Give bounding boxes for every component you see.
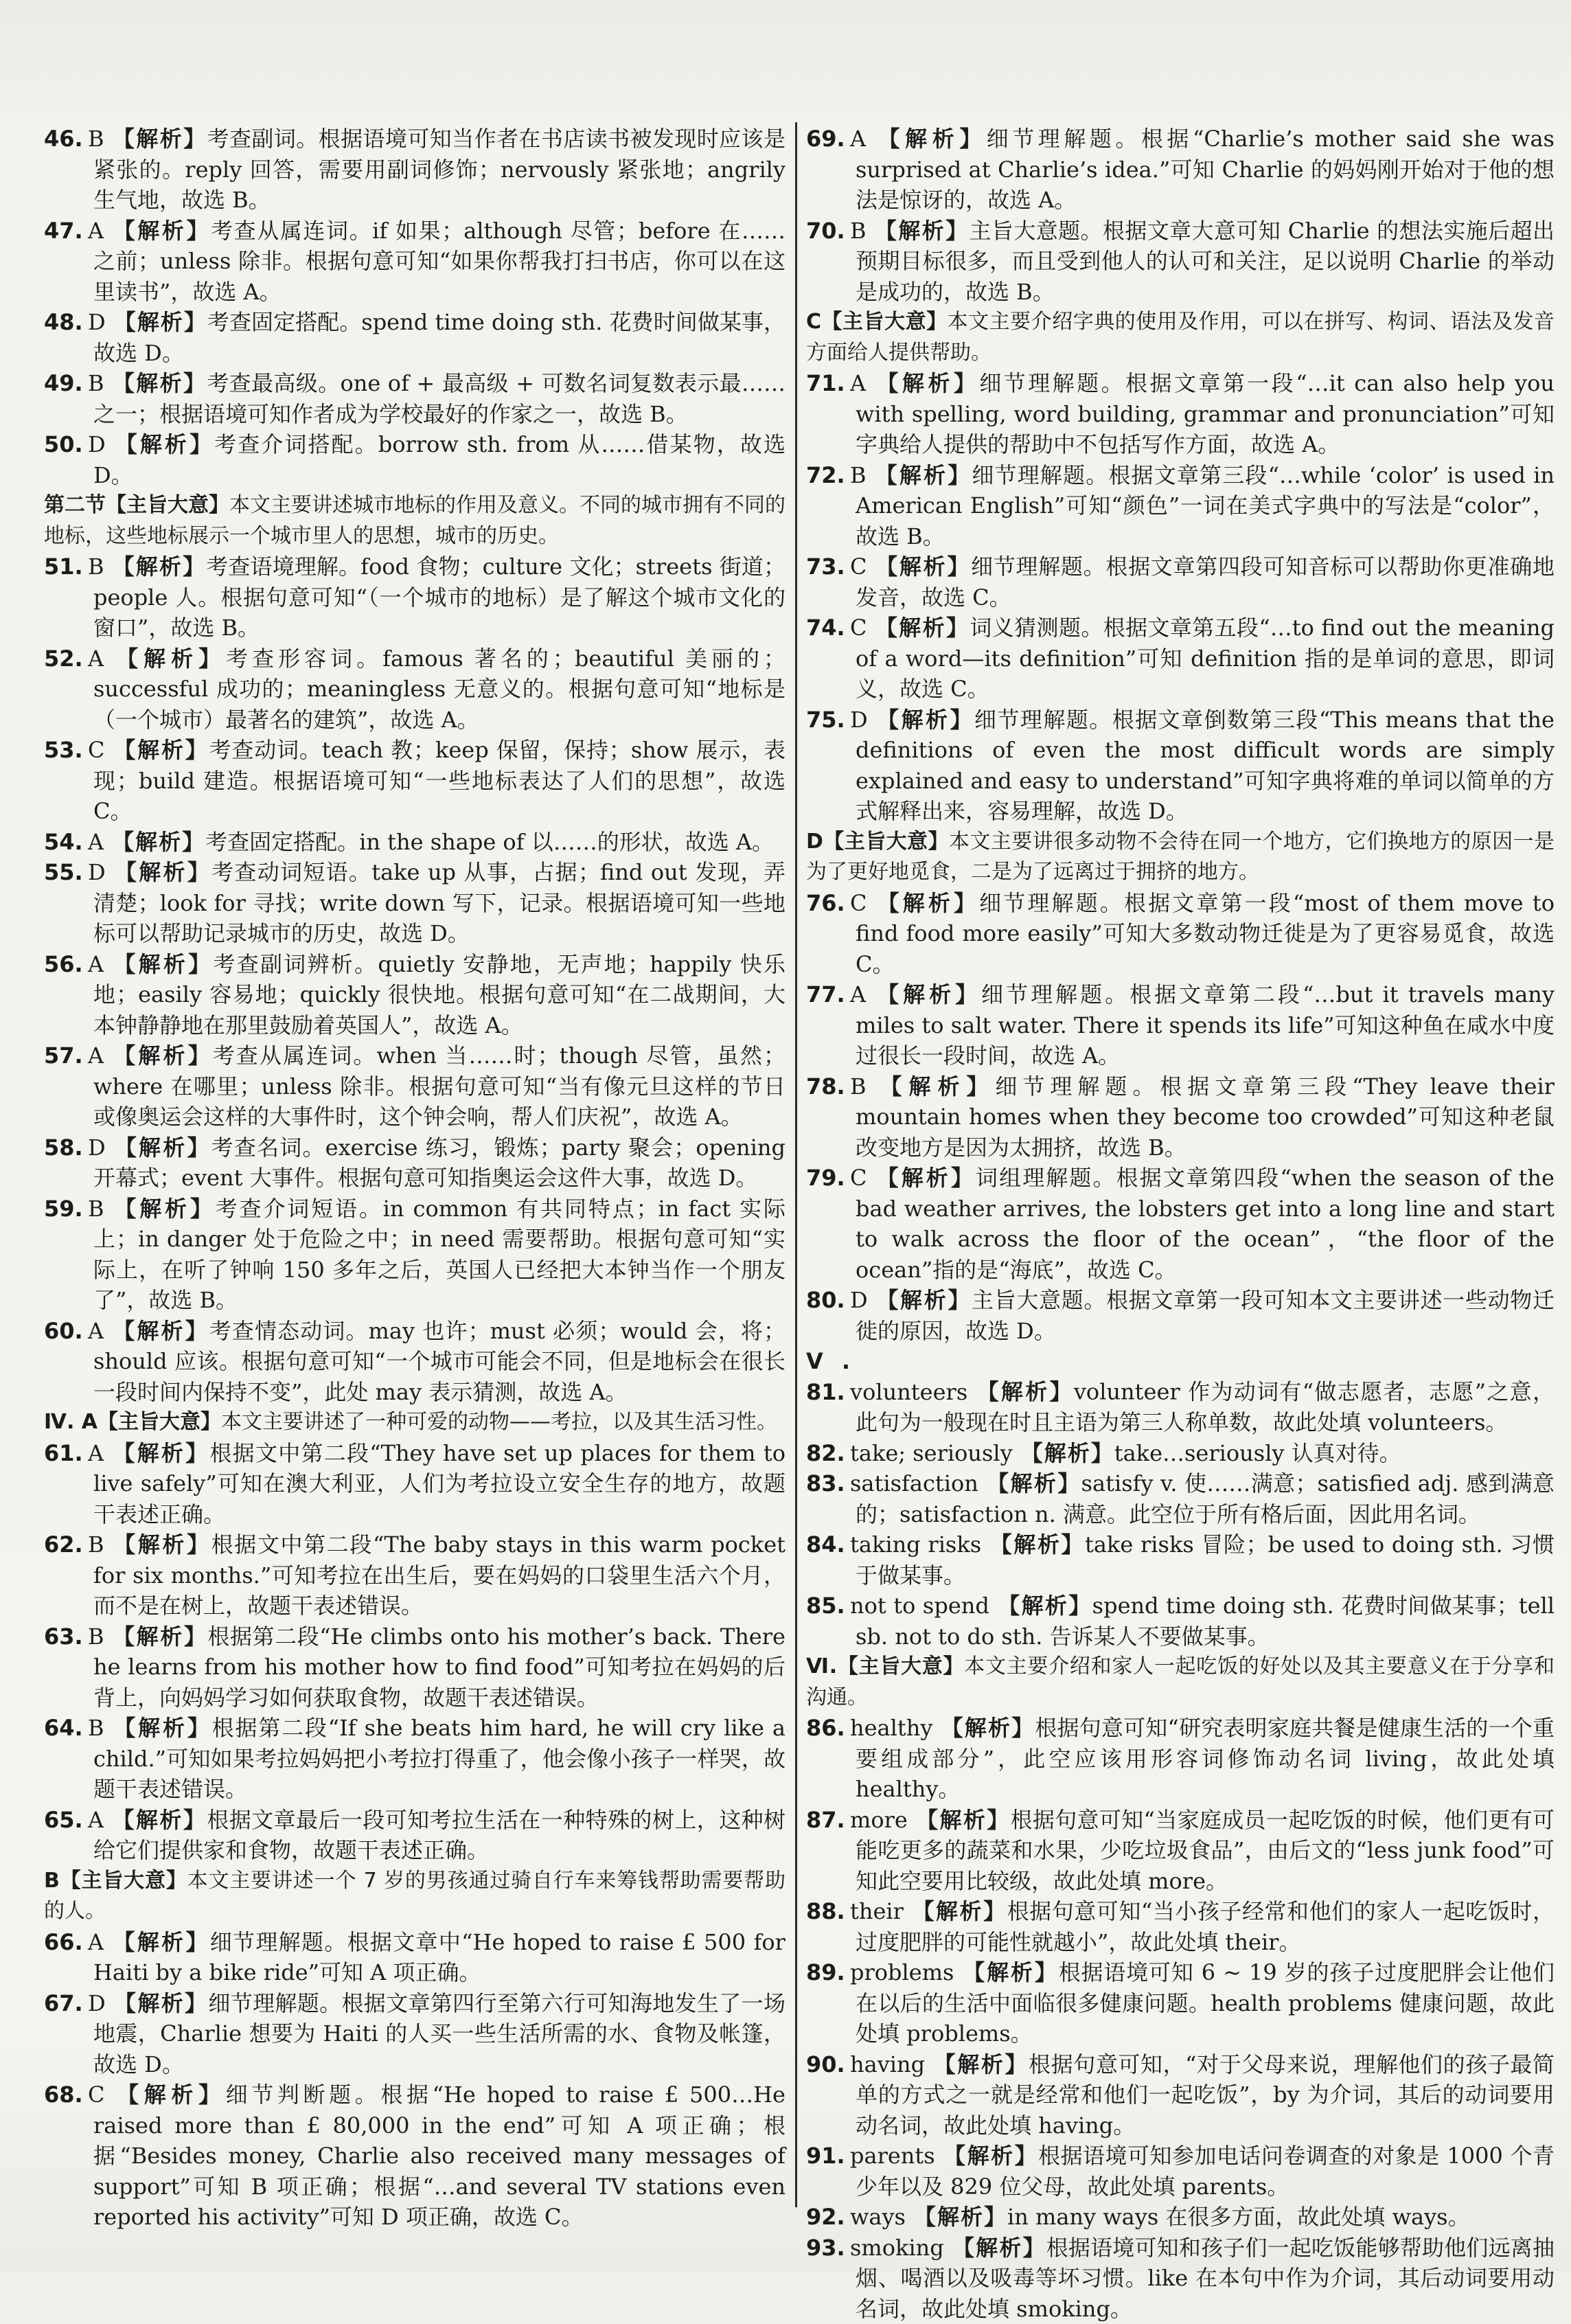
question-number: 70. [806, 216, 850, 247]
analysis-tag: 【解析】 [952, 2235, 1046, 2261]
answer-item [44, 643, 786, 736]
summary-heading: Ⅳ. A【主旨大意】 [44, 1410, 221, 1434]
analysis-tag: 【解析】 [876, 1287, 972, 1313]
analysis-tag: 【解析】 [113, 1715, 212, 1741]
analysis-tag: 【解析】 [875, 1073, 996, 1100]
explanation-text: 考查从属连词。when 当……时；though 尽管，虽然；where 在哪里；unless 除非。根据句意可知“当有像元旦这样的节日或像奥运会这样的大事件时，这个钟会响，帮人们庆祝”，故选 A。 [93, 1043, 786, 1130]
analysis-tag: 【解析】 [114, 1135, 211, 1161]
analysis-tag: 【解析】 [998, 1593, 1092, 1619]
answer-value: D [850, 707, 868, 733]
answer-item [806, 1896, 1555, 1957]
analysis-tag: 【解析】 [113, 126, 207, 152]
answer-item [806, 124, 1555, 216]
analysis-tag: 【解析】 [112, 951, 213, 977]
explanation-text: volunteer 作为动词有“做志愿者，志愿”之意，此句为一般现在时且主语为第三人称单数，故此处填 volunteers。 [856, 1379, 1555, 1436]
question-number: 72. [806, 460, 850, 491]
question-number: 46. [44, 124, 88, 155]
question-number: 65. [44, 1805, 88, 1836]
answer-value: A [850, 981, 866, 1007]
analysis-tag: 【解析】 [112, 218, 211, 244]
question-number: 90. [806, 2049, 850, 2080]
answer-value: A [88, 1318, 104, 1344]
answer-item [806, 1529, 1555, 1591]
analysis-tag: 【解析】 [876, 707, 974, 733]
analysis-tag: 【解析】 [112, 829, 205, 855]
answer-item [806, 1713, 1555, 1805]
question-number: 48. [44, 307, 88, 338]
answer-value: C [88, 2082, 104, 2108]
analysis-tag: 【解析】 [875, 554, 971, 580]
explanation-text: 根据文章最后一段可知考拉生活在一种特殊的树上，这种树给它们提供家和食物，故题干表述正确。 [93, 1807, 786, 1864]
section-summary [806, 307, 1555, 368]
answer-value: ways [850, 2204, 906, 2230]
question-number: 78. [806, 1071, 850, 1102]
question-number: 83. [806, 1468, 850, 1499]
analysis-tag: 【解析】 [112, 1440, 209, 1466]
analysis-tag: 【解析】 [875, 890, 979, 916]
answer-item [806, 1468, 1555, 1529]
explanation-text: 主旨大意题。根据文章大意可知 Charlie 的想法实施后超出预期目标很多，而且受到他人的认可和关注，足以说明 Charlie 的举动是成功的，故选 B。 [856, 218, 1555, 305]
analysis-tag: 【解析】 [113, 1624, 208, 1650]
analysis-tag: 【解析】 [113, 2082, 225, 2108]
answer-item [44, 1040, 786, 1132]
answer-value: B [850, 218, 867, 244]
explanation-text: 根据第二段“If she beats him hard, he will cry like a child.”可知如果考拉妈妈把小考拉打得重了，他会像小孩子一样哭，故题干表述错误。 [93, 1715, 786, 1802]
answer-value: take; seriously [850, 1440, 1013, 1466]
answer-item [806, 368, 1555, 460]
answer-value: D [88, 431, 106, 457]
analysis-tag: 【解析】 [113, 1196, 216, 1222]
answer-item [806, 216, 1555, 308]
explanation-text: 考查固定搭配。in the shape of 以……的形状，故选 A。 [205, 829, 774, 855]
analysis-tag: 【解析】 [874, 981, 981, 1007]
analysis-tag: 【解析】 [112, 1807, 207, 1833]
analysis-tag: 【解析】 [989, 1531, 1085, 1558]
answer-item [44, 307, 786, 368]
answer-item [806, 2141, 1555, 2202]
answer-item [806, 1285, 1555, 1346]
answer-value: D [88, 1990, 106, 2016]
answer-item [44, 1529, 786, 1621]
explanation-text: 根据句意可知“当家庭成员一起吃饭的时候，他们更有可能吃更多的蔬菜和水果，少吃垃圾食品”，由后文的“less junk food”可知此空要用比较级，故此处填 more。 [856, 1807, 1555, 1894]
analysis-tag: 【解析】 [874, 370, 979, 396]
answer-value: parents [850, 2143, 935, 2169]
analysis-tag: 【解析】 [113, 737, 209, 763]
explanation-text: 考查情态动词。may 也许；must 必须；would 会，将；should 应该。根据句意可知“一个城市可能会不同，但是地标会在很长一段时间内保持不变”，此处 may 表示猜测，故选 A。 [93, 1318, 786, 1405]
answer-value: B [88, 370, 104, 396]
analysis-tag: 【解析】 [941, 1715, 1035, 1741]
answer-item [806, 979, 1555, 1071]
answer-item [806, 551, 1555, 613]
question-number: 67. [44, 1988, 88, 2019]
answer-item [44, 1316, 786, 1408]
analysis-tag: 【解析】 [875, 462, 972, 488]
answer-item [44, 2080, 786, 2233]
analysis-tag: 【解析】 [113, 370, 207, 396]
question-number: 64. [44, 1713, 88, 1744]
section-summary [44, 1866, 786, 1927]
answer-value: D [850, 1287, 868, 1313]
answer-item [44, 429, 786, 490]
analysis-tag: 【解析】 [114, 431, 214, 457]
summary-heading: C【主旨大意】 [806, 310, 948, 334]
question-number: 71. [806, 368, 850, 399]
explanation-text: 考查固定搭配。spend time doing sth. 花费时间做某事，故选 D。 [93, 309, 786, 366]
question-number: 89. [806, 1957, 850, 1988]
summary-heading: 第二节【主旨大意】 [44, 493, 229, 517]
analysis-tag: 【解析】 [987, 1470, 1081, 1496]
analysis-tag: 【解析】 [1021, 1440, 1114, 1466]
explanation-text: in many ways 在很多方面，故此处填 ways。 [1007, 2204, 1470, 2230]
explanation-text: 考查副词辨析。quietly 安静地，无声地；happily 快乐地；easily 容易地；quickly 很快地。根据句意可知“在二战期间，大本钟静静地在那里鼓励着英国人”，故选 A。 [93, 951, 786, 1038]
answer-value: taking risks [850, 1531, 981, 1558]
left-column [44, 124, 786, 2233]
answer-value: problems [850, 1959, 954, 1985]
answer-value: C [850, 615, 867, 641]
question-number: 63. [44, 1621, 88, 1652]
question-number: 82. [806, 1438, 850, 1469]
answer-item [44, 1621, 786, 1713]
analysis-tag: 【解析】 [875, 615, 970, 641]
explanation-text: 细节理解题。根据文章第二段“…but it travels many miles to salt water. There it spends its life”可知这种鱼在咸水中度过很长一段时间，故选 A。 [856, 981, 1555, 1069]
question-number: 52. [44, 643, 88, 674]
answer-item [806, 2233, 1555, 2324]
explanation-text: 考查动词。teach 教；keep 保留，保持；show 展示，表现；build 建造。根据语境可知“一些地标表达了人们的思想”，故选 C。 [93, 737, 786, 824]
answer-item [806, 1438, 1555, 1469]
analysis-tag: 【解析】 [912, 1898, 1007, 1924]
analysis-tag: 【解析】 [875, 1165, 976, 1191]
answer-item [806, 2049, 1555, 2141]
section-summary [806, 827, 1555, 888]
analysis-tag: 【解析】 [112, 1318, 209, 1344]
answer-item [44, 949, 786, 1041]
answer-item [806, 1591, 1555, 1652]
question-number: 77. [806, 979, 850, 1010]
answer-value: B [88, 554, 104, 580]
explanation-text: spend time doing sth. 花费时间做某事；tell sb. not to do sth. 告诉某人不要做某事。 [856, 1593, 1555, 1650]
question-number: 60. [44, 1316, 88, 1347]
question-number: 53. [44, 735, 88, 766]
answer-value: C [850, 554, 867, 580]
question-number: 58. [44, 1132, 88, 1163]
explanation-text: 细节理解题。根据文章第三段“…while ‘color’ is used in American English”可知“颜色”一词在美式字典中的写法是“color”，故选 B。 [856, 462, 1555, 549]
explanation-text: 考查最高级。one of + 最高级 + 可数名词复数表示最……之一；根据语境可知作者成为学校最好的作家之一，故选 B。 [93, 370, 786, 427]
explanation-text: 细节理解题。根据“Charlie’s mother said she was surprised at Charlie’s idea.”可知 Charlie 的妈妈刚开始对于他的想法是惊讶的，故选 A。 [856, 126, 1555, 213]
answer-item [806, 2202, 1555, 2233]
answer-item [44, 1988, 786, 2080]
question-number: 88. [806, 1896, 850, 1927]
analysis-tag: 【解析】 [112, 646, 226, 672]
answer-item [44, 1194, 786, 1316]
question-number: 49. [44, 368, 88, 399]
question-number: 57. [44, 1040, 88, 1071]
analysis-tag: 【解析】 [114, 859, 211, 885]
answer-value: A [88, 829, 104, 855]
analysis-tag: 【解析】 [114, 309, 207, 335]
question-number: 91. [806, 2141, 850, 2172]
section-summary [44, 1407, 786, 1438]
question-number: 50. [44, 429, 88, 460]
explanation-text: 根据句意可知“研究表明家庭共餐是健康生活的一个重要组成部分”，此空应该用形容词修饰动名词 living，故此处填 healthy。 [856, 1715, 1555, 1802]
explanation-text: 考查副词。根据语境可知当作者在书店读书被发现时应该是紧张的。reply 回答，需要用副词修饰；nervously 紧张地；angrily 生气地，故选 B。 [93, 126, 786, 213]
question-number: 55. [44, 857, 88, 888]
answer-value: volunteers [850, 1379, 967, 1405]
answer-value: not to spend [850, 1593, 989, 1619]
answer-value: A [88, 1929, 104, 1955]
answer-value: A [850, 126, 866, 152]
explanation-text: 细节理解题。根据文章第三段“They leave their mountain homes when they become too crowded”可知这种老鼠改变地方是因为太拥挤，故选 B。 [856, 1073, 1555, 1161]
answer-item [44, 1132, 786, 1194]
answer-value: A [850, 370, 866, 396]
answer-value: D [88, 859, 106, 885]
question-number: 85. [806, 1591, 850, 1621]
answer-item [44, 735, 786, 827]
explanation-text: 细节理解题。根据文章第一段“most of them move to find food more easily”可知大多数动物迁徙是为了更容易觅食，故选 C。 [856, 890, 1555, 977]
summary-text: 本文主要介绍字典的使用及作用，可以在拼写、构词、语法及发音方面给人提供帮助。 [806, 310, 1555, 365]
question-number: 47. [44, 216, 88, 247]
question-number: 93. [806, 2233, 850, 2264]
explanation-text: 考查形容词。famous 著名的；beautiful 美丽的；successful 成功的；meaningless 无意义的。根据句意可知“地标是（一个城市）最著名的建筑”，故选 A。 [93, 646, 786, 733]
answer-value: B [88, 126, 104, 152]
question-number: 87. [806, 1805, 850, 1836]
analysis-tag: 【解析】 [943, 2143, 1038, 2169]
answer-value: C [850, 890, 867, 916]
answer-value: A [88, 951, 104, 977]
explanation-text: 细节理解题。根据文章第四行至第六行可知海地发生了一场地震，Charlie 想要为 Haiti 的人买一些生活所需的水、食物及帐篷，故选 D。 [93, 1990, 786, 2077]
summary-heading: D【主旨大意】 [806, 830, 949, 854]
explanation-text: take risks 冒险；be used to doing sth. 习惯于做某事。 [856, 1531, 1555, 1588]
analysis-tag: 【解析】 [874, 126, 987, 152]
answer-value: D [88, 309, 106, 335]
question-number: 51. [44, 551, 88, 582]
answer-value: A [88, 1807, 104, 1833]
explanation-text: 考查介词短语。in common 有共同特点；in fact 实际上；in danger 处于危险之中；in need 需要帮助。根据句意可知“实际上，在听了钟响 150 多年之后，英国人已经把大本钟当作一个朋友了”，故选 B。 [93, 1196, 786, 1314]
answer-item [44, 1438, 786, 1530]
answer-value: B [88, 1196, 104, 1222]
explanation-text: 考查从属连词。if 如果；although 尽管；before 在……之前；unless 除非。根据句意可知“如果你帮我打扫书店，你可以在这里读书”，故选 A。 [93, 218, 786, 305]
question-number: 92. [806, 2202, 850, 2233]
answer-item [806, 613, 1555, 705]
summary-heading: Ⅵ.【主旨大意】 [806, 1654, 964, 1678]
question-number: Ⅴ. 81. [806, 1346, 850, 1407]
explanation-text: 细节理解题。根据文章第一段“…it can also help you with spelling, word building, grammar and pronunciation”可知字典给人提供的帮助中不包括写作方面，故选 A。 [856, 370, 1555, 457]
explanation-text: 细节理解题。根据文章倒数第三段“This means that the definitions of even the most difficult words are simply explained and easy to understand”可知字典将难的单词以简单的方式解释出来，容易理解，故选 D。 [856, 707, 1555, 825]
summary-text: 本文主要介绍和家人一起吃饭的好处以及其主要意义在于分享和沟通。 [806, 1654, 1555, 1709]
question-number: 73. [806, 551, 850, 582]
question-number: 56. [44, 949, 88, 980]
explanation-text: 细节理解题。根据文章第四段可知音标可以帮助你更准确地发音，故选 C。 [856, 554, 1555, 611]
question-number: 59. [44, 1194, 88, 1224]
question-number: 74. [806, 613, 850, 643]
explanation-text: 考查名词。exercise 练习，锻炼；party 聚会；opening 开幕式；event 大事件。根据句意可知指奥运会这件大事，故选 D。 [93, 1135, 786, 1192]
question-number: 54. [44, 827, 88, 858]
answer-item [806, 1346, 1555, 1438]
question-number: 76. [806, 888, 850, 919]
answer-item [44, 124, 786, 216]
summary-heading: B【主旨大意】 [44, 1869, 187, 1893]
question-number: 79. [806, 1163, 850, 1194]
answer-value: B [88, 1531, 104, 1558]
answer-item [806, 1805, 1555, 1897]
question-number: 68. [44, 2080, 88, 2110]
answer-value: B [88, 1624, 104, 1650]
answer-value: B [88, 1715, 104, 1741]
summary-text: 本文主要讲很多动物不会待在同一个地方，它们换地方的原因一是为了更好地觅食，二是为了远离过于拥挤的地方。 [806, 830, 1555, 885]
explanation-text: satisfy v. 使……满意；satisfied adj. 感到满意的；satisfaction n. 满意。此空位于所有格后面，因此用名词。 [856, 1470, 1555, 1527]
answer-item [44, 857, 786, 949]
explanation-text: 根据语境可知 6 ~ 19 岁的孩子过度肥胖会让他们在以后的生活中面临很多健康问题。health problems 健康问题，故此处填 problems。 [856, 1959, 1555, 2047]
explanation-text: 细节理解题。根据文章中“He hoped to raise £ 500 for Haiti by a bike ride”可知 A 项正确。 [93, 1929, 786, 1986]
explanation-text: 考查语境理解。food 食物；culture 文化；streets 街道；people 人。根据句意可知“（一个城市的地标）是了解这个城市文化的窗口”，故选 B。 [93, 554, 786, 641]
analysis-tag: 【解析】 [962, 1959, 1058, 1985]
answer-item [44, 216, 786, 308]
analysis-tag: 【解析】 [113, 1531, 211, 1558]
summary-text: 本文主要讲述了一种可爱的动物——考拉，以及其生活习性。 [221, 1410, 777, 1434]
summary-text: 本文主要讲述城市地标的作用及意义。不同的城市拥有不同的地标，这些地标展示一个城市里人的思想，城市的历史。 [44, 493, 786, 548]
explanation-text: take…seriously 认真对待。 [1114, 1440, 1401, 1466]
question-number: 84. [806, 1529, 850, 1560]
summary-text: 本文主要讲述一个 7 岁的男孩通过骑自行车来筹钱帮助需要帮助的人。 [44, 1869, 786, 1924]
answer-value: A [88, 646, 104, 672]
explanation-text: 根据文中第二段“They have set up places for them to live safely”可知在澳大利亚，人们为考拉设立安全生存的地方，故题干表述正确。 [93, 1440, 786, 1527]
explanation-text: 主旨大意题。根据文章第一段可知本文主要讲述一些动物迁徙的原因，故选 D。 [856, 1287, 1555, 1344]
answer-item [44, 1713, 786, 1805]
analysis-tag: 【解析】 [933, 2051, 1029, 2077]
question-number: 75. [806, 705, 850, 736]
explanation-text: 词义猜测题。根据文章第五段“…to find out the meaning of a word—its definition”可知 definition 指的是单词的意思，即词义，故选 C。 [856, 615, 1555, 702]
answer-value: D [88, 1135, 106, 1161]
answer-value: C [850, 1165, 867, 1191]
answer-item [806, 460, 1555, 552]
answer-value: having [850, 2051, 925, 2077]
right-column [806, 124, 1555, 2324]
section-summary [806, 1652, 1555, 1713]
answer-value: smoking [850, 2235, 944, 2261]
explanation-text: 根据第二段“He climbs onto his mother’s back. There he learns from his mother how to find food”可知考拉在妈妈的后背上，向妈妈学习如何获取食物，故题干表述错误。 [93, 1624, 786, 1711]
question-number: 86. [806, 1713, 850, 1744]
question-number: 66. [44, 1927, 88, 1958]
answer-value: their [850, 1898, 904, 1924]
analysis-tag: 【解析】 [113, 554, 207, 580]
question-number: 69. [806, 124, 850, 155]
question-number: 61. [44, 1438, 88, 1469]
answer-value: A [88, 1440, 104, 1466]
answer-item [806, 1071, 1555, 1163]
question-number: 62. [44, 1529, 88, 1560]
analysis-tag: 【解析】 [114, 1990, 209, 2016]
explanation-text: 根据语境可知参加电话问卷调查的对象是 1000 个青少年以及 829 位父母，故此处填 parents。 [856, 2143, 1555, 2200]
answer-value: satisfaction [850, 1470, 978, 1496]
analysis-tag: 【解析】 [976, 1379, 1074, 1405]
explanation-text: 根据句意可知，“对于父母来说，理解他们的孩子最简单的方式之一就是经常和他们一起吃饭”，by 为介词，其后的动词要用动名词，故此处填 having。 [856, 2051, 1555, 2139]
answer-value: A [88, 218, 104, 244]
analysis-tag: 【解析】 [875, 218, 970, 244]
analysis-tag: 【解析】 [112, 1043, 213, 1069]
question-number: 80. [806, 1285, 850, 1316]
answer-value: B [850, 1073, 867, 1100]
explanation-text: 根据文中第二段“The baby stays in this warm pocket for six months.”可知考拉在出生后，要在妈妈的口袋里生活六个月，而不是在树上，故题干表述错误。 [93, 1531, 786, 1619]
answer-value: more [850, 1807, 908, 1833]
answer-value: healthy [850, 1715, 932, 1741]
answer-item [806, 888, 1555, 980]
explanation-text: 考查动词短语。take up 从事，占据；find out 发现，弄清楚；look for 寻找；write down 写下，记录。根据语境可知一些地标可以帮助记录城市的历史，故选 D。 [93, 859, 786, 946]
explanation-text: 细节判断题。根据“He hoped to raise £ 500…He raised more than £ 80,000 in the end”可知 A 项正确；根据“Besides money, Charlie also received many messages of support”可知 B 项正确；根据“…and several TV stations even reported his activity”可知 D 项正确，故选 C。 [93, 2082, 786, 2230]
answer-item [806, 1957, 1555, 2049]
answer-value: C [88, 737, 104, 763]
explanation-text: 词组理解题。根据文章第四段“when the season of the bad weather arrives, the lobsters get into a long line and start to walk across the floor of the ocean”，“the floor of the ocean”指的是“海底”，故选 C。 [856, 1165, 1555, 1283]
explanation-text: 根据句意可知“当小孩子经常和他们的家人一起吃饭时，过度肥胖的可能性就越小”，故此处填 their。 [856, 1898, 1555, 1955]
answer-item [44, 1927, 786, 1988]
explanation-text: 考查介词搭配。borrow sth. from 从……借某物，故选 D。 [93, 431, 786, 488]
analysis-tag: 【解析】 [112, 1929, 210, 1955]
column-divider [795, 122, 797, 2207]
answer-item [44, 827, 786, 858]
answer-item [806, 705, 1555, 827]
explanation-text: 根据语境可知和孩子们一起吃饭能够帮助他们远离抽烟、喝酒以及吸毒等坏习惯。like 在本句中作为介词，其后动词要用动名词，故此处填 smoking。 [856, 2235, 1555, 2322]
analysis-tag: 【解析】 [916, 1807, 1011, 1833]
answer-item [44, 551, 786, 643]
answer-item [44, 1805, 786, 1866]
answer-item [806, 1163, 1555, 1285]
section-summary [44, 490, 786, 551]
analysis-tag: 【解析】 [914, 2204, 1007, 2230]
answer-item [44, 368, 786, 429]
answer-value: B [850, 462, 867, 488]
answer-value: A [88, 1043, 104, 1069]
